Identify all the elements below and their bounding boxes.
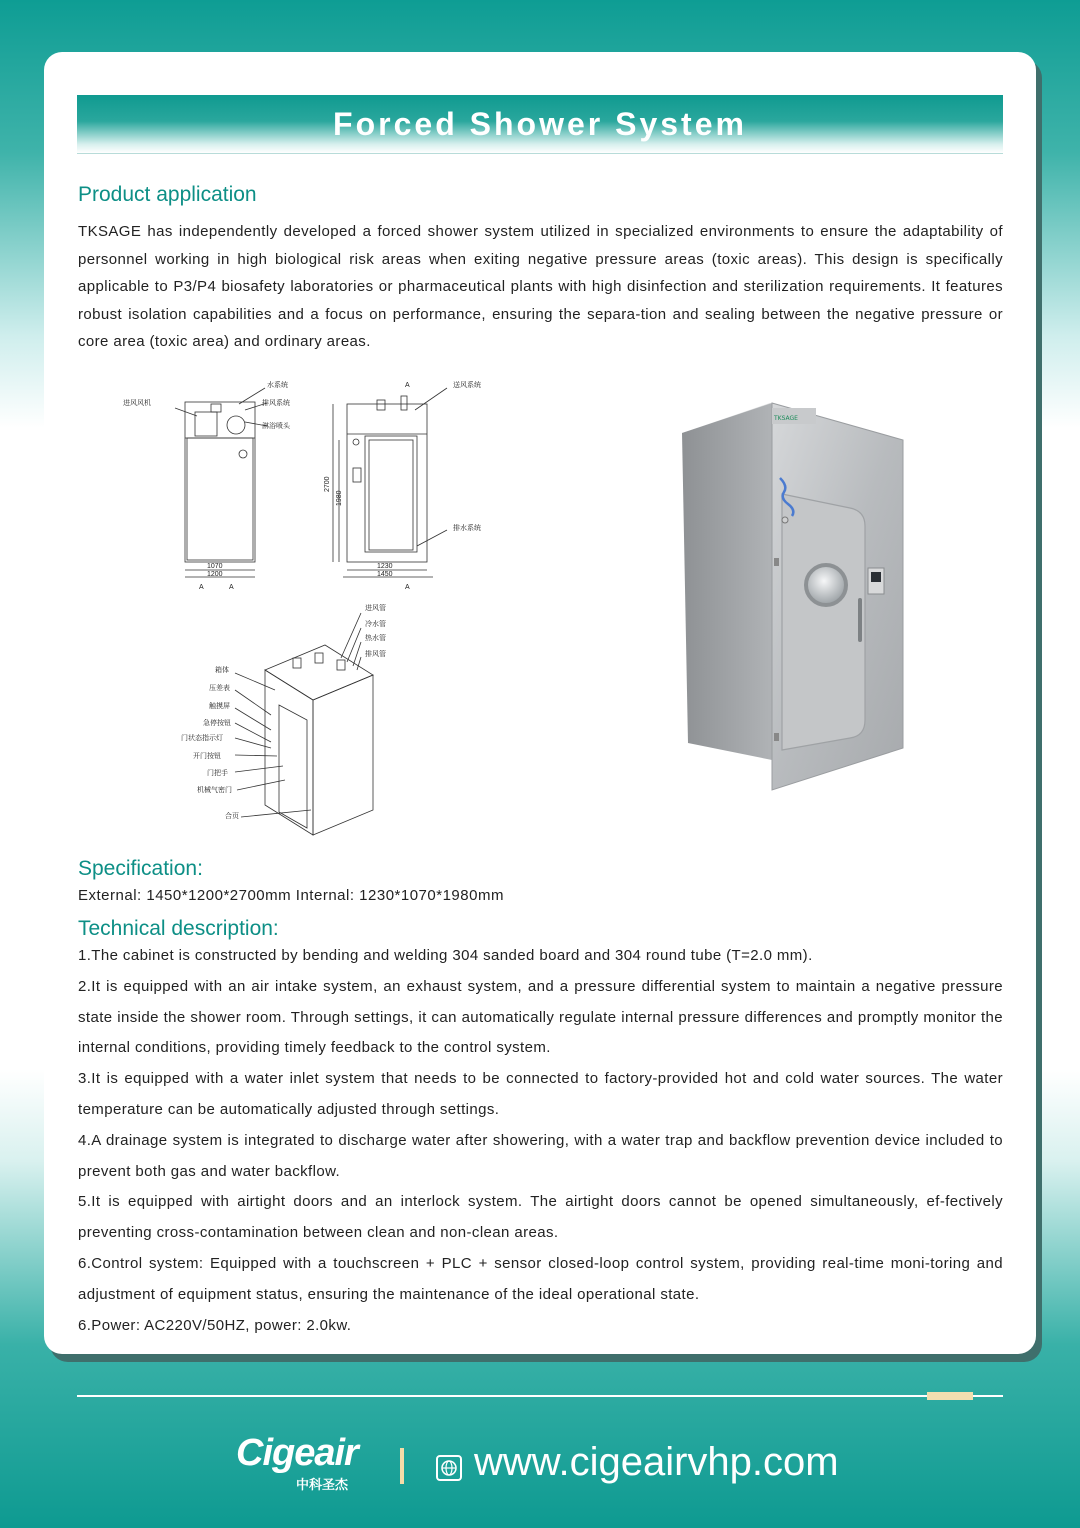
technical-item: 5.It is equipped with airtight doors and an interlock system. The airtight doors cannot be opened simultaneously, ef-fectively preventing cross-contamination between clean and non-clean areas. bbox=[78, 1193, 1003, 1242]
label-airtight-door: 机械气密门 bbox=[197, 786, 232, 794]
label-cold-water-pipe: 冷水管 bbox=[365, 620, 386, 628]
company-logo bbox=[236, 1432, 358, 1492]
section-mark: A bbox=[405, 584, 410, 591]
application-text: TKSAGE has independently developed a forced shower system utilized in specialized environments to ensure the adaptability of personnel working in high biological risk areas when exiting negative pressure areas (toxic areas). This design is specifically applicable to P3/P4 biosafety laboratories or pharmaceutical plants with high disinfection and sterilization requirements. It features robust isolation capabilities and a focus on performance, ensuring the separa-tion and sealing between the negative pressure or core area (toxic area) and ordinary areas. bbox=[78, 223, 1003, 350]
title-banner bbox=[77, 95, 1003, 154]
label-door-handle: 门把手 bbox=[207, 769, 228, 777]
technical-item: 2.It is equipped with an air intake system, an exhaust system, and a pressure differential system to maintain a negative pressure state inside the shower room. Through settings, it can automatically regulate internal pressure differences and promptly monitor the internal conditions, providing timely feedback to the control system. bbox=[78, 977, 1003, 1057]
label-shower-head: 淋浴喷头 bbox=[262, 422, 290, 430]
label-hot-water-pipe: 热水管 bbox=[365, 634, 386, 642]
section-mark: A bbox=[405, 382, 410, 389]
section-mark: A bbox=[229, 584, 234, 591]
footer-separator bbox=[400, 1448, 404, 1484]
specification-heading: Specification: bbox=[78, 857, 203, 880]
label-water-system: 水系统 bbox=[267, 381, 288, 389]
dim-1230: 1230 bbox=[377, 563, 393, 570]
technical-item: 1.The cabinet is constructed by bending and welding 304 sanded board and 304 round tube (T=2.0 mm). bbox=[78, 947, 813, 964]
logo-wordmark: Cigeair bbox=[236, 1432, 358, 1474]
website-link[interactable]: www.cigeairvhp.com bbox=[474, 1440, 839, 1484]
technical-item: 6.Power: AC220V/50HZ, power: 2.0kw. bbox=[78, 1316, 352, 1334]
label-hinge: 合页 bbox=[225, 812, 239, 820]
label-touchscreen: 触摸屏 bbox=[209, 702, 230, 710]
label-exhaust-pipe: 排风管 bbox=[365, 650, 386, 658]
label-supply-air: 送风系统 bbox=[453, 381, 481, 389]
page-title: Forced Shower System bbox=[333, 106, 747, 142]
application-heading: Product application bbox=[78, 183, 257, 206]
label-intake-pipe: 进风管 bbox=[365, 604, 386, 612]
label-door-status-light: 门状态指示灯 bbox=[181, 734, 223, 742]
dim-1070: 1070 bbox=[207, 563, 223, 570]
dim-1450: 1450 bbox=[377, 571, 393, 578]
technical-item: 6.Control system: Equipped with a touchscreen + PLC + sensor closed-loop control system, providing real-time moni-toring and adjustment of equipment status, ensuring the maintenance of the ideal operational state. bbox=[78, 1254, 1003, 1303]
label-emergency-stop: 急停按钮 bbox=[203, 719, 231, 727]
technical-list bbox=[78, 941, 1003, 1341]
dim-1980: 1980 bbox=[336, 490, 343, 506]
footer-divider bbox=[77, 1395, 1003, 1397]
technical-item: 4.A drainage system is integrated to discharge water after showering, with a water trap and backflow prevention device included to prevent both gas and water backflow. bbox=[78, 1131, 1003, 1180]
label-pressure-gauge: 压差表 bbox=[209, 684, 230, 692]
label-door-open-button: 开门按钮 bbox=[193, 752, 221, 760]
label-exhaust-system: 排风系统 bbox=[262, 399, 290, 407]
product-photo bbox=[620, 398, 945, 833]
section-mark: A bbox=[199, 584, 204, 591]
label-cabinet: 箱体 bbox=[215, 666, 229, 674]
logo-chinese-name: 中科圣杰 bbox=[296, 1477, 349, 1492]
footer-accent-mark bbox=[927, 1392, 973, 1400]
technical-item: 3.It is equipped with a water inlet system that needs to be connected to factory-provided hot and cold water sources. The water temperature can be automatically adjusted through settings. bbox=[78, 1070, 1003, 1118]
technical-drawing bbox=[115, 370, 515, 845]
technical-heading: Technical description: bbox=[78, 917, 279, 940]
specification-text: External: 1450*1200*2700mm Internal: 1230*1070*1980mm bbox=[78, 887, 504, 904]
dim-1200: 1200 bbox=[207, 571, 223, 578]
label-intake-fan: 进风风机 bbox=[123, 399, 151, 407]
globe-icon bbox=[436, 1455, 462, 1481]
photo-brand-label: TKSAGE bbox=[774, 415, 798, 422]
dim-2700: 2700 bbox=[324, 476, 331, 492]
label-drainage: 排水系统 bbox=[453, 524, 481, 532]
